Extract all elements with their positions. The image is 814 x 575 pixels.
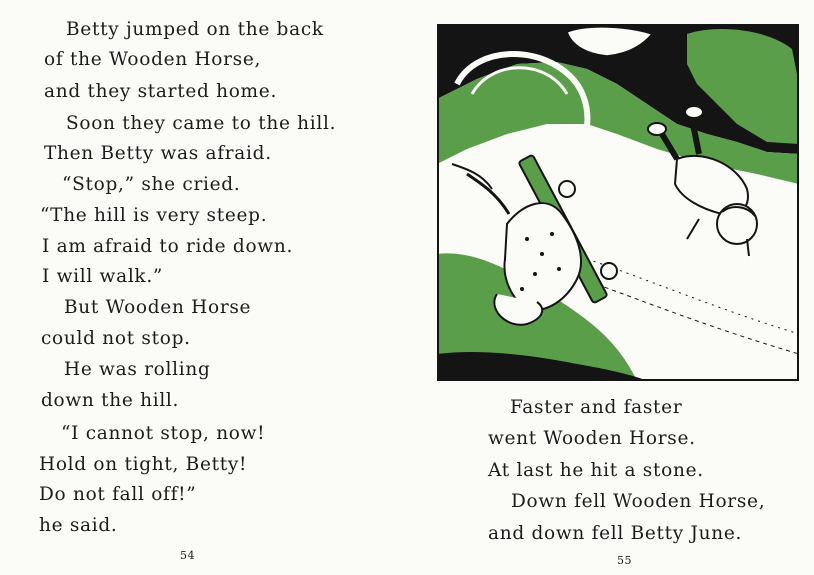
page-number: 55 [617, 554, 632, 567]
text-line: Betty jumped on the back [66, 19, 324, 40]
text-line: But Wooden Horse [64, 297, 252, 318]
text-line: At last he hit a stone. [488, 460, 704, 481]
page-number: 54 [180, 549, 195, 562]
text-line: Do not fall off!” [39, 484, 197, 505]
text-line: I am afraid to ride down. [42, 236, 294, 257]
text-line: Faster and faster [510, 397, 683, 418]
left-page [0, 0, 405, 575]
text-line: and down fell Betty June. [488, 523, 743, 544]
text-line: went Wooden Horse. [488, 428, 696, 449]
text-line: Soon they came to the hill. [66, 113, 337, 134]
text-line: “I cannot stop, now! [61, 423, 266, 444]
text-line: of the Wooden Horse, [44, 49, 262, 70]
text-line: could not stop. [41, 328, 191, 349]
text-line: Down fell Wooden Horse, [511, 491, 766, 512]
text-line: I will walk.” [42, 266, 164, 287]
text-line: down the hill. [41, 390, 180, 411]
text-line: Then Betty was afraid. [44, 143, 272, 164]
text-line: Hold on tight, Betty! [39, 454, 248, 475]
text-line: and they started home. [44, 81, 278, 102]
text-line: he said. [39, 515, 118, 536]
text-line: He was rolling [64, 359, 211, 380]
illustration [437, 24, 799, 381]
text-line: “Stop,” she cried. [62, 174, 241, 195]
text-line: “The hill is very steep. [40, 205, 268, 226]
